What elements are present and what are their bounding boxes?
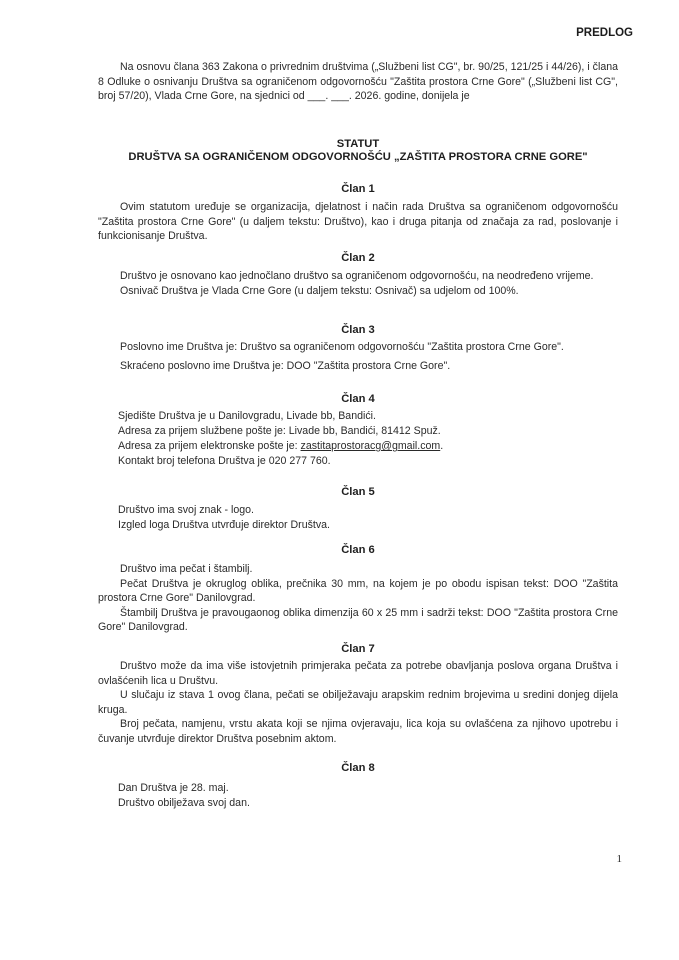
article-2-heading: Član 2 (341, 252, 375, 264)
article-2-paragraph-1: Društvo je osnovano kao jednočlano društvo sa ograničenom odgovornošću, na neodređeno vrijeme. (120, 270, 594, 282)
statute-title: STATUT (336, 138, 380, 150)
article-1-body (98, 200, 618, 244)
article-7-paragraph-1: Društvo može da ima više istovjetnih primjeraka pečata za potrebe obavljanja poslova organa Društva i ovlašćenih lica u Društvu. (98, 660, 618, 687)
article-6-body (98, 562, 618, 635)
contact-phone: Kontakt broj telefona Društva je 020 277 760. (118, 455, 331, 467)
article-2-body (98, 269, 618, 298)
email-link[interactable]: zastitaprostoracg@gmail.com (300, 440, 441, 452)
article-2-paragraph-2: Osnivač Društva je Vlada Crne Gore (u daljem tekstu: Osnivač) sa udjelom od 100%. (120, 284, 519, 297)
article-5-line-2: Izgled loga Društva utvrđuje direktor Društva. (118, 519, 330, 531)
article-1-heading: Član 1 (341, 183, 375, 195)
article-6-line-1: Društvo ima pečat i štambilj. (120, 563, 253, 575)
article-3-paragraph-2: Skraćeno poslovno ime Društva je: DOO "Zaštita prostora Crne Gore". (120, 359, 451, 372)
email-address-line (98, 439, 618, 454)
article-6-heading: Član 6 (341, 544, 375, 556)
article-7-paragraph-3: Broj pečata, namjenu, vrstu akata koji se njima ovjeravaju, lica koja su ovlašćena za njihovo upotrebu i čuvanje utvrđuje direktor Društva posebnim aktom. (98, 718, 618, 745)
article-6-paragraph-2: Pečat Društva je okruglog oblika, prečnika 30 mm, na kojem je po obodu ispisan tekst: DOO "Zaštita prostora Crne Gore" Danilovgrad. (98, 577, 618, 604)
article-8-line-1: Dan Društva je 28. maj. (118, 782, 229, 794)
email-address-suffix: . (440, 440, 444, 452)
article-3-body (98, 340, 618, 373)
preamble (98, 60, 618, 104)
article-1-paragraph: Ovim statutom uređuje se organizacija, djelatnost i način rada Društva sa ograničenom odgovornošću "Zaštita prostora Crne Gore" (u daljem tekstu: Društvo), kao i druga pitanja od značaja za rad, poslovanje i funkcionisanje Društva. (98, 201, 618, 242)
article-8-body (98, 781, 618, 811)
preamble-text: Na osnovu člana 363 Zakona o privrednim društvima („Službeni list CG", br. 90/25, 121/25 i 44/26), i člana 8 Odluke o osnivanju Društva sa ograničenom odgovornošću "Zaštita prostora Crne Gore" („Službeni list CG", broj 57/20), Vlada Crne Gore, na sjednici od ___. ___. 2026. godine, donijela je (98, 61, 618, 102)
article-3-paragraph-1: Poslovno ime Društva je: Društvo sa ograničenom odgovornošću "Zaštita prostora Crne Gore". (120, 341, 564, 353)
article-8-line-2: Društvo obilježava svoj dan. (118, 797, 250, 809)
draft-label: PREDLOG (576, 27, 633, 39)
company-title: DRUŠTVA SA OGRANIČENOM ODGOVORNOŠĆU „ZAŠTITA PROSTORA CRNE GORE" (128, 151, 588, 163)
registered-office: Sjedište Društva je u Danilovgradu, Livade bb, Bandići. (118, 410, 376, 422)
page-number: 1 (616, 853, 622, 865)
article-4-heading: Član 4 (341, 393, 375, 405)
article-6-paragraph-3: Štambilj Društva je pravougaonog oblika dimenzija 60 x 25 mm i sadrži tekst: DOO "Zaštita prostora Crne Gore" Danilovgrad. (98, 606, 618, 633)
article-5-line-1: Društvo ima svoj znak - logo. (118, 504, 255, 516)
article-7-paragraph-2: U slučaju iz stava 1 ovog člana, pečati se obilježavaju arapskim rednim brojevima u sredini donjeg dijela kruga. (98, 689, 618, 716)
article-8-heading: Član 8 (341, 762, 375, 774)
postal-address: Adresa za prijem službene pošte je: Livade bb, Bandići, 81412 Spuž. (118, 425, 441, 437)
article-7-heading: Član 7 (341, 643, 375, 655)
article-3-heading: Član 3 (341, 324, 375, 336)
article-4-body (98, 409, 618, 469)
email-address-prefix: Adresa za prijem elektronske pošte je: (118, 440, 301, 452)
article-5-heading: Član 5 (341, 486, 375, 498)
article-5-body (98, 503, 618, 533)
article-7-body (98, 659, 618, 746)
